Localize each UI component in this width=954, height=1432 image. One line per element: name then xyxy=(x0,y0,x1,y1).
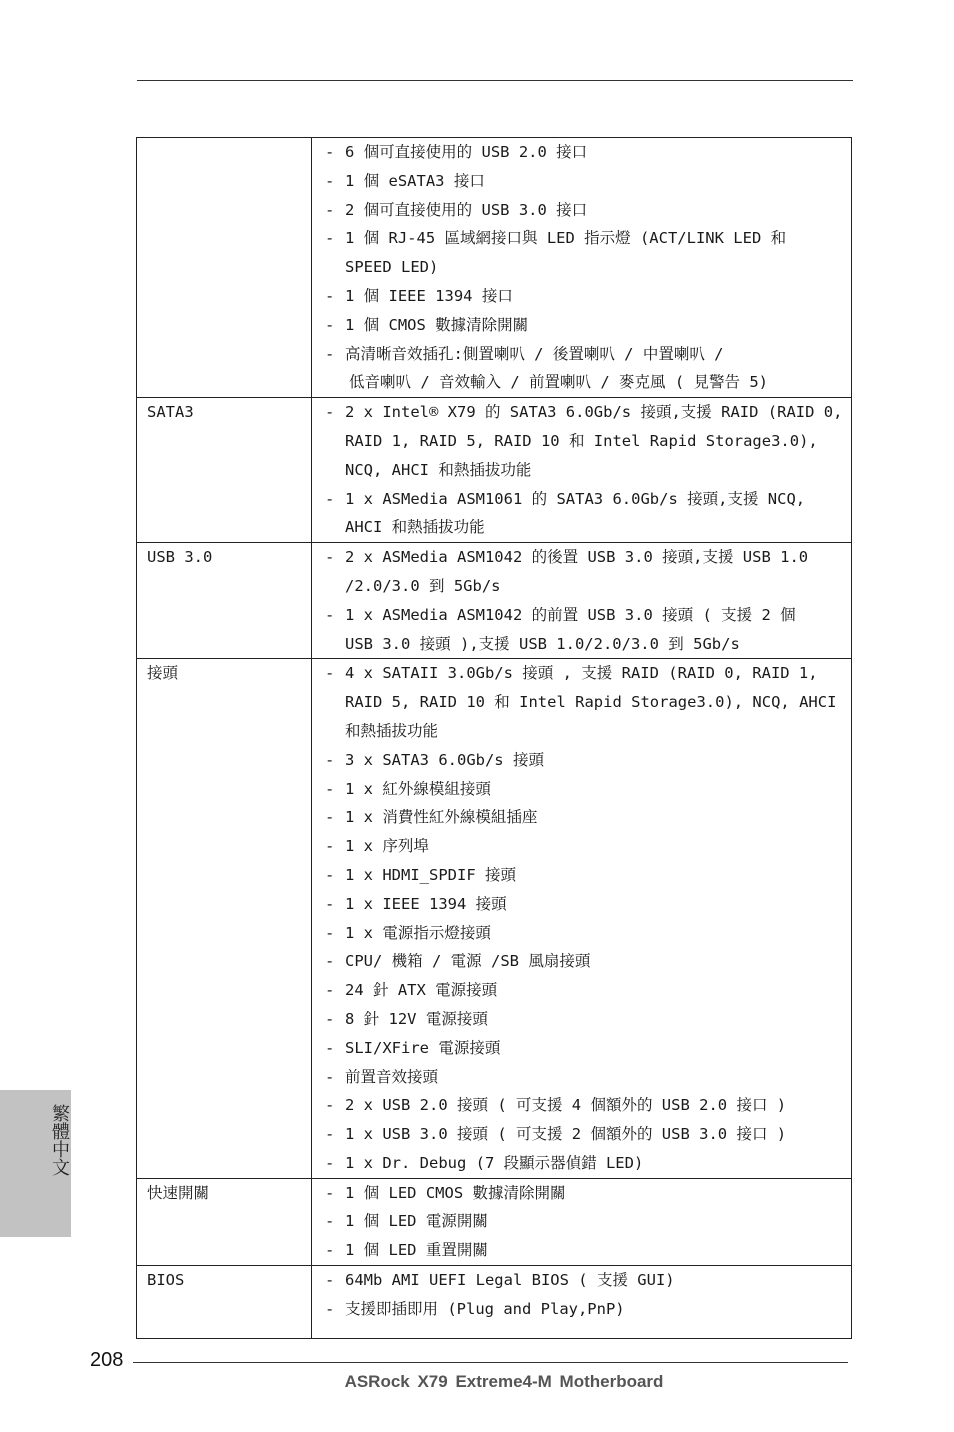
spec-line xyxy=(325,572,851,601)
bullet-dash: - xyxy=(325,344,335,363)
spec-line xyxy=(325,1236,851,1265)
bullet-dash: - xyxy=(325,837,335,856)
spec-line xyxy=(325,746,851,775)
spec-line-text: 2 x ASMedia ASM1042 的後置 USB 3.0 接頭,支援 USB 1.0 xyxy=(345,548,809,567)
spec-row xyxy=(137,659,852,1178)
spec-line-text: 1 x ASMedia ASM1061 的 SATA3 6.0Gb/s 接頭,支援 NCQ, xyxy=(345,489,806,508)
spec-line xyxy=(325,861,851,890)
bullet-dash: - xyxy=(325,548,335,567)
spec-line xyxy=(325,976,851,1005)
spec-line-text: 1 x 紅外線模組接頭 xyxy=(345,779,491,798)
bullet-dash: - xyxy=(325,1096,335,1115)
spec-line-text: SLI/XFire 電源接頭 xyxy=(345,1038,501,1057)
spec-line-text: 1 x 序列埠 xyxy=(345,837,429,856)
spec-line xyxy=(325,688,851,717)
spec-line-text: 1 個 eSATA3 接口 xyxy=(345,171,485,190)
spec-line xyxy=(325,1266,851,1295)
spec-line xyxy=(325,1149,851,1178)
spec-line-text: 3 x SATA3 6.0Gb/s 接頭 xyxy=(345,750,544,769)
spec-line-text: CPU/ 機箱 / 電源 /SB 風扇接頭 xyxy=(345,952,591,971)
bullet-dash: - xyxy=(325,750,335,769)
spec-values xyxy=(312,1178,852,1265)
spec-line xyxy=(325,456,851,485)
page-number: 208 xyxy=(90,1349,124,1371)
bullet-dash: - xyxy=(325,171,335,190)
spec-label xyxy=(137,138,312,398)
bullet-dash: - xyxy=(325,923,335,942)
bullet-dash: - xyxy=(325,1009,335,1028)
spec-line-text: 1 x Dr. Debug (7 段顯示器偵錯 LED) xyxy=(345,1153,644,1172)
bullet-dash: - xyxy=(325,1038,335,1057)
bullet-dash: - xyxy=(325,315,335,334)
spec-line-text: 2 x Intel® X79 的 SATA3 6.0Gb/s 接頭,支援 RAID (RAID 0, xyxy=(345,403,843,422)
bullet-dash: - xyxy=(325,894,335,913)
spec-line xyxy=(325,311,851,340)
spec-line-text: 1 個 IEEE 1394 接口 xyxy=(345,286,513,305)
spec-line-text: 低音喇叭 / 音效輸入 / 前置喇叭 / 麥克風 ( 見警告 5) xyxy=(349,373,768,392)
spec-line-text: 1 個 RJ-45 區域網接口與 LED 指示燈 (ACT/LINK LED 和 xyxy=(345,229,787,248)
spec-row xyxy=(137,1266,852,1339)
spec-values xyxy=(312,138,852,398)
spec-line-text: 24 針 ATX 電源接頭 xyxy=(345,981,498,1000)
bullet-dash: - xyxy=(325,1067,335,1086)
spec-line xyxy=(325,717,851,746)
spec-line xyxy=(325,1005,851,1034)
spec-line xyxy=(325,398,851,427)
spec-line-text: 8 針 12V 電源接頭 xyxy=(345,1009,488,1028)
bullet-dash: - xyxy=(325,229,335,248)
spec-line-text: 1 x ASMedia ASM1042 的前置 USB 3.0 接頭 ( 支援 2 個 xyxy=(345,605,796,624)
bullet-dash: - xyxy=(325,1241,335,1260)
bullet-dash: - xyxy=(325,1153,335,1172)
spec-line xyxy=(325,167,851,196)
top-rule xyxy=(137,80,853,81)
bullet-dash: - xyxy=(325,779,335,798)
spec-values xyxy=(312,1266,852,1339)
bullet-dash: - xyxy=(325,865,335,884)
spec-line-text: NCQ, AHCI 和熱插拔功能 xyxy=(345,460,532,479)
spec-line xyxy=(325,340,851,369)
spec-line-text: 1 x USB 3.0 接頭 ( 可支援 2 個額外的 USB 3.0 接口 ) xyxy=(345,1125,787,1144)
bullet-dash: - xyxy=(325,1183,335,1202)
bullet-dash: - xyxy=(325,489,335,508)
spec-label: SATA3 xyxy=(137,398,312,543)
bullet-dash: - xyxy=(325,605,335,624)
spec-line-text: 2 個可直接使用的 USB 3.0 接口 xyxy=(345,200,588,219)
spec-line xyxy=(325,224,851,253)
bullet-dash: - xyxy=(325,664,335,683)
bullet-dash: - xyxy=(325,143,335,161)
spec-row xyxy=(137,543,852,659)
spec-line xyxy=(325,947,851,976)
spec-line xyxy=(325,659,851,688)
spec-label: BIOS xyxy=(137,1266,312,1339)
spec-line xyxy=(325,282,851,311)
bullet-dash: - xyxy=(325,808,335,827)
spec-line-text: 1 x IEEE 1394 接頭 xyxy=(345,894,507,913)
spec-line xyxy=(325,485,851,514)
spec-line xyxy=(325,1295,851,1338)
spec-line xyxy=(325,832,851,861)
spec-line xyxy=(325,253,851,282)
spec-line xyxy=(325,601,851,630)
spec-line xyxy=(325,890,851,919)
bullet-dash: - xyxy=(325,200,335,219)
spec-line-text: RAID 1, RAID 5, RAID 10 和 Intel Rapid Storage3.0), xyxy=(345,431,818,450)
spec-line-text: USB 3.0 接頭 ),支援 USB 1.0/2.0/3.0 到 5Gb/s xyxy=(345,634,740,653)
spec-line-text: 1 x 消費性紅外線模組插座 xyxy=(345,808,538,827)
spec-line-text: 1 個 CMOS 數據清除開關 xyxy=(345,315,529,334)
bullet-dash: - xyxy=(325,403,335,422)
spec-line xyxy=(325,513,851,542)
spec-line-text: 64Mb AMI UEFI Legal BIOS ( 支援 GUI) xyxy=(345,1271,675,1290)
spec-line xyxy=(325,196,851,225)
footer-title: ASRock X79 Extreme4-M Motherboard xyxy=(344,1372,664,1391)
spec-line xyxy=(325,1207,851,1236)
bullet-dash: - xyxy=(325,1125,335,1144)
spec-line-text: 和熱插拔功能 xyxy=(345,721,439,740)
spec-line-text: 4 x SATAII 3.0Gb/s 接頭 , 支援 RAID (RAID 0, RAID 1, xyxy=(345,664,818,683)
spec-line xyxy=(325,1063,851,1092)
spec-line xyxy=(325,1091,851,1120)
spec-line xyxy=(325,1034,851,1063)
footer-rule xyxy=(133,1362,848,1363)
language-tab-label: 繁體中文 xyxy=(49,1104,70,1176)
spec-label: USB 3.0 xyxy=(137,543,312,659)
spec-line-text: 1 x 電源指示燈接頭 xyxy=(345,923,491,942)
bullet-dash: - xyxy=(325,1212,335,1231)
bullet-dash: - xyxy=(325,1299,335,1318)
spec-row xyxy=(137,1178,852,1265)
spec-line xyxy=(325,775,851,804)
spec-line xyxy=(325,919,851,948)
spec-line xyxy=(325,1120,851,1149)
spec-line-text: /2.0/3.0 到 5Gb/s xyxy=(345,576,501,595)
spec-line-text: 前置音效接頭 xyxy=(345,1067,439,1086)
spec-label: 接頭 xyxy=(137,659,312,1178)
spec-line-text: 1 個 LED CMOS 數據清除開關 xyxy=(345,1183,566,1202)
bullet-dash: - xyxy=(325,981,335,1000)
spec-row xyxy=(137,138,852,398)
spec-line xyxy=(325,368,851,397)
bullet-dash: - xyxy=(325,952,335,971)
spec-line-text: SPEED LED) xyxy=(345,258,439,277)
spec-line xyxy=(325,427,851,456)
spec-values xyxy=(312,398,852,543)
spec-label: 快速開關 xyxy=(137,1178,312,1265)
spec-line xyxy=(325,1179,851,1208)
spec-values xyxy=(312,543,852,659)
bullet-dash: - xyxy=(325,286,335,305)
spec-line-text: 1 x HDMI_SPDIF 接頭 xyxy=(345,865,516,884)
spec-line-text: RAID 5, RAID 10 和 Intel Rapid Storage3.0), NCQ, AHCI xyxy=(345,693,837,712)
spec-values xyxy=(312,659,852,1178)
spec-line xyxy=(325,803,851,832)
spec-line xyxy=(325,543,851,572)
spec-line-text: 高清晰音效插孔:側置喇叭 / 後置喇叭 / 中置喇叭 / xyxy=(345,344,724,363)
spec-line-text: 1 個 LED 重置開關 xyxy=(345,1241,488,1260)
spec-line-text: 6 個可直接使用的 USB 2.0 接口 xyxy=(345,143,588,161)
spec-line-text: 2 x USB 2.0 接頭 ( 可支援 4 個額外的 USB 2.0 接口 ) xyxy=(345,1096,787,1115)
spec-line-text: 支援即插即用 (Plug and Play,PnP) xyxy=(345,1299,625,1318)
spec-row xyxy=(137,398,852,543)
spec-table xyxy=(136,137,852,1339)
bullet-dash: - xyxy=(325,1271,335,1290)
spec-line-text: 1 個 LED 電源開關 xyxy=(345,1212,488,1231)
spec-line xyxy=(325,630,851,659)
spec-line-text: AHCI 和熱插拔功能 xyxy=(345,518,485,537)
spec-line xyxy=(325,138,851,167)
